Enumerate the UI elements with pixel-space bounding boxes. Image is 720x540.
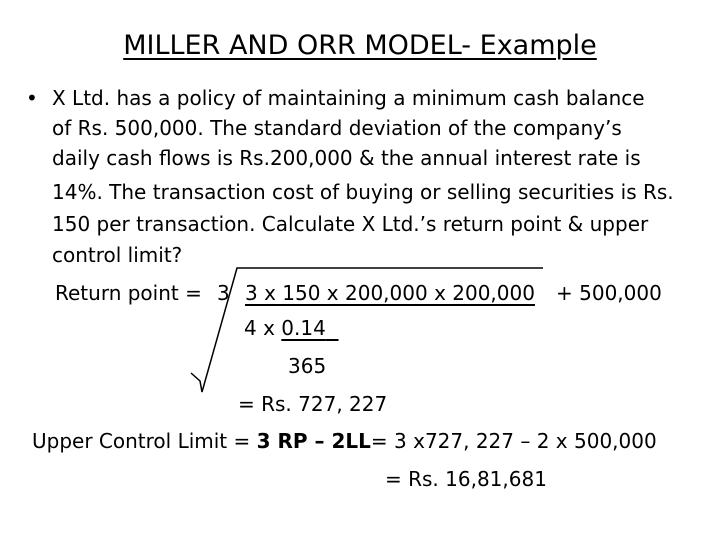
ucl-label: Upper Control Limit = bbox=[32, 429, 251, 453]
return-point-denominator bbox=[244, 313, 339, 343]
problem-line: X Ltd. has a policy of maintaining a minimum cash balance bbox=[52, 86, 645, 110]
ucl-formula-values: = 3 x727, 227 – 2 x 500,000 bbox=[370, 429, 657, 453]
ucl-result: = Rs. 16,81,681 bbox=[385, 467, 547, 491]
upper-control-limit-line bbox=[32, 426, 657, 456]
days-in-year-divisor: 365 bbox=[288, 354, 327, 378]
slide-title: MILLER AND ORR MODEL- Example bbox=[123, 30, 597, 61]
problem-line: 14%. The transaction cost of buying or selling securities is Rs. bbox=[52, 180, 674, 204]
problem-line: control limit? bbox=[52, 243, 183, 267]
cube-root-index: 3 bbox=[217, 281, 230, 305]
bullet-marker: • bbox=[26, 86, 38, 110]
return-point-result: = Rs. 727, 227 bbox=[238, 392, 388, 416]
return-point-label: Return point = bbox=[55, 281, 202, 305]
problem-line: daily cash flows is Rs.200,000 & the annual interest rate is bbox=[52, 146, 641, 170]
denominator-prefix: 4 x bbox=[244, 316, 275, 340]
problem-line: 150 per transaction. Calculate X Ltd.’s return point & upper bbox=[52, 212, 649, 236]
return-point-numerator: 3 x 150 x 200,000 x 200,000 bbox=[245, 281, 535, 305]
return-point-addend: + 500,000 bbox=[556, 281, 662, 305]
interest-rate-value: 0.14 bbox=[281, 316, 326, 340]
ucl-formula: 3 RP – 2LL bbox=[256, 429, 371, 453]
problem-line: of Rs. 500,000. The standard deviation of the company’s bbox=[52, 116, 622, 140]
